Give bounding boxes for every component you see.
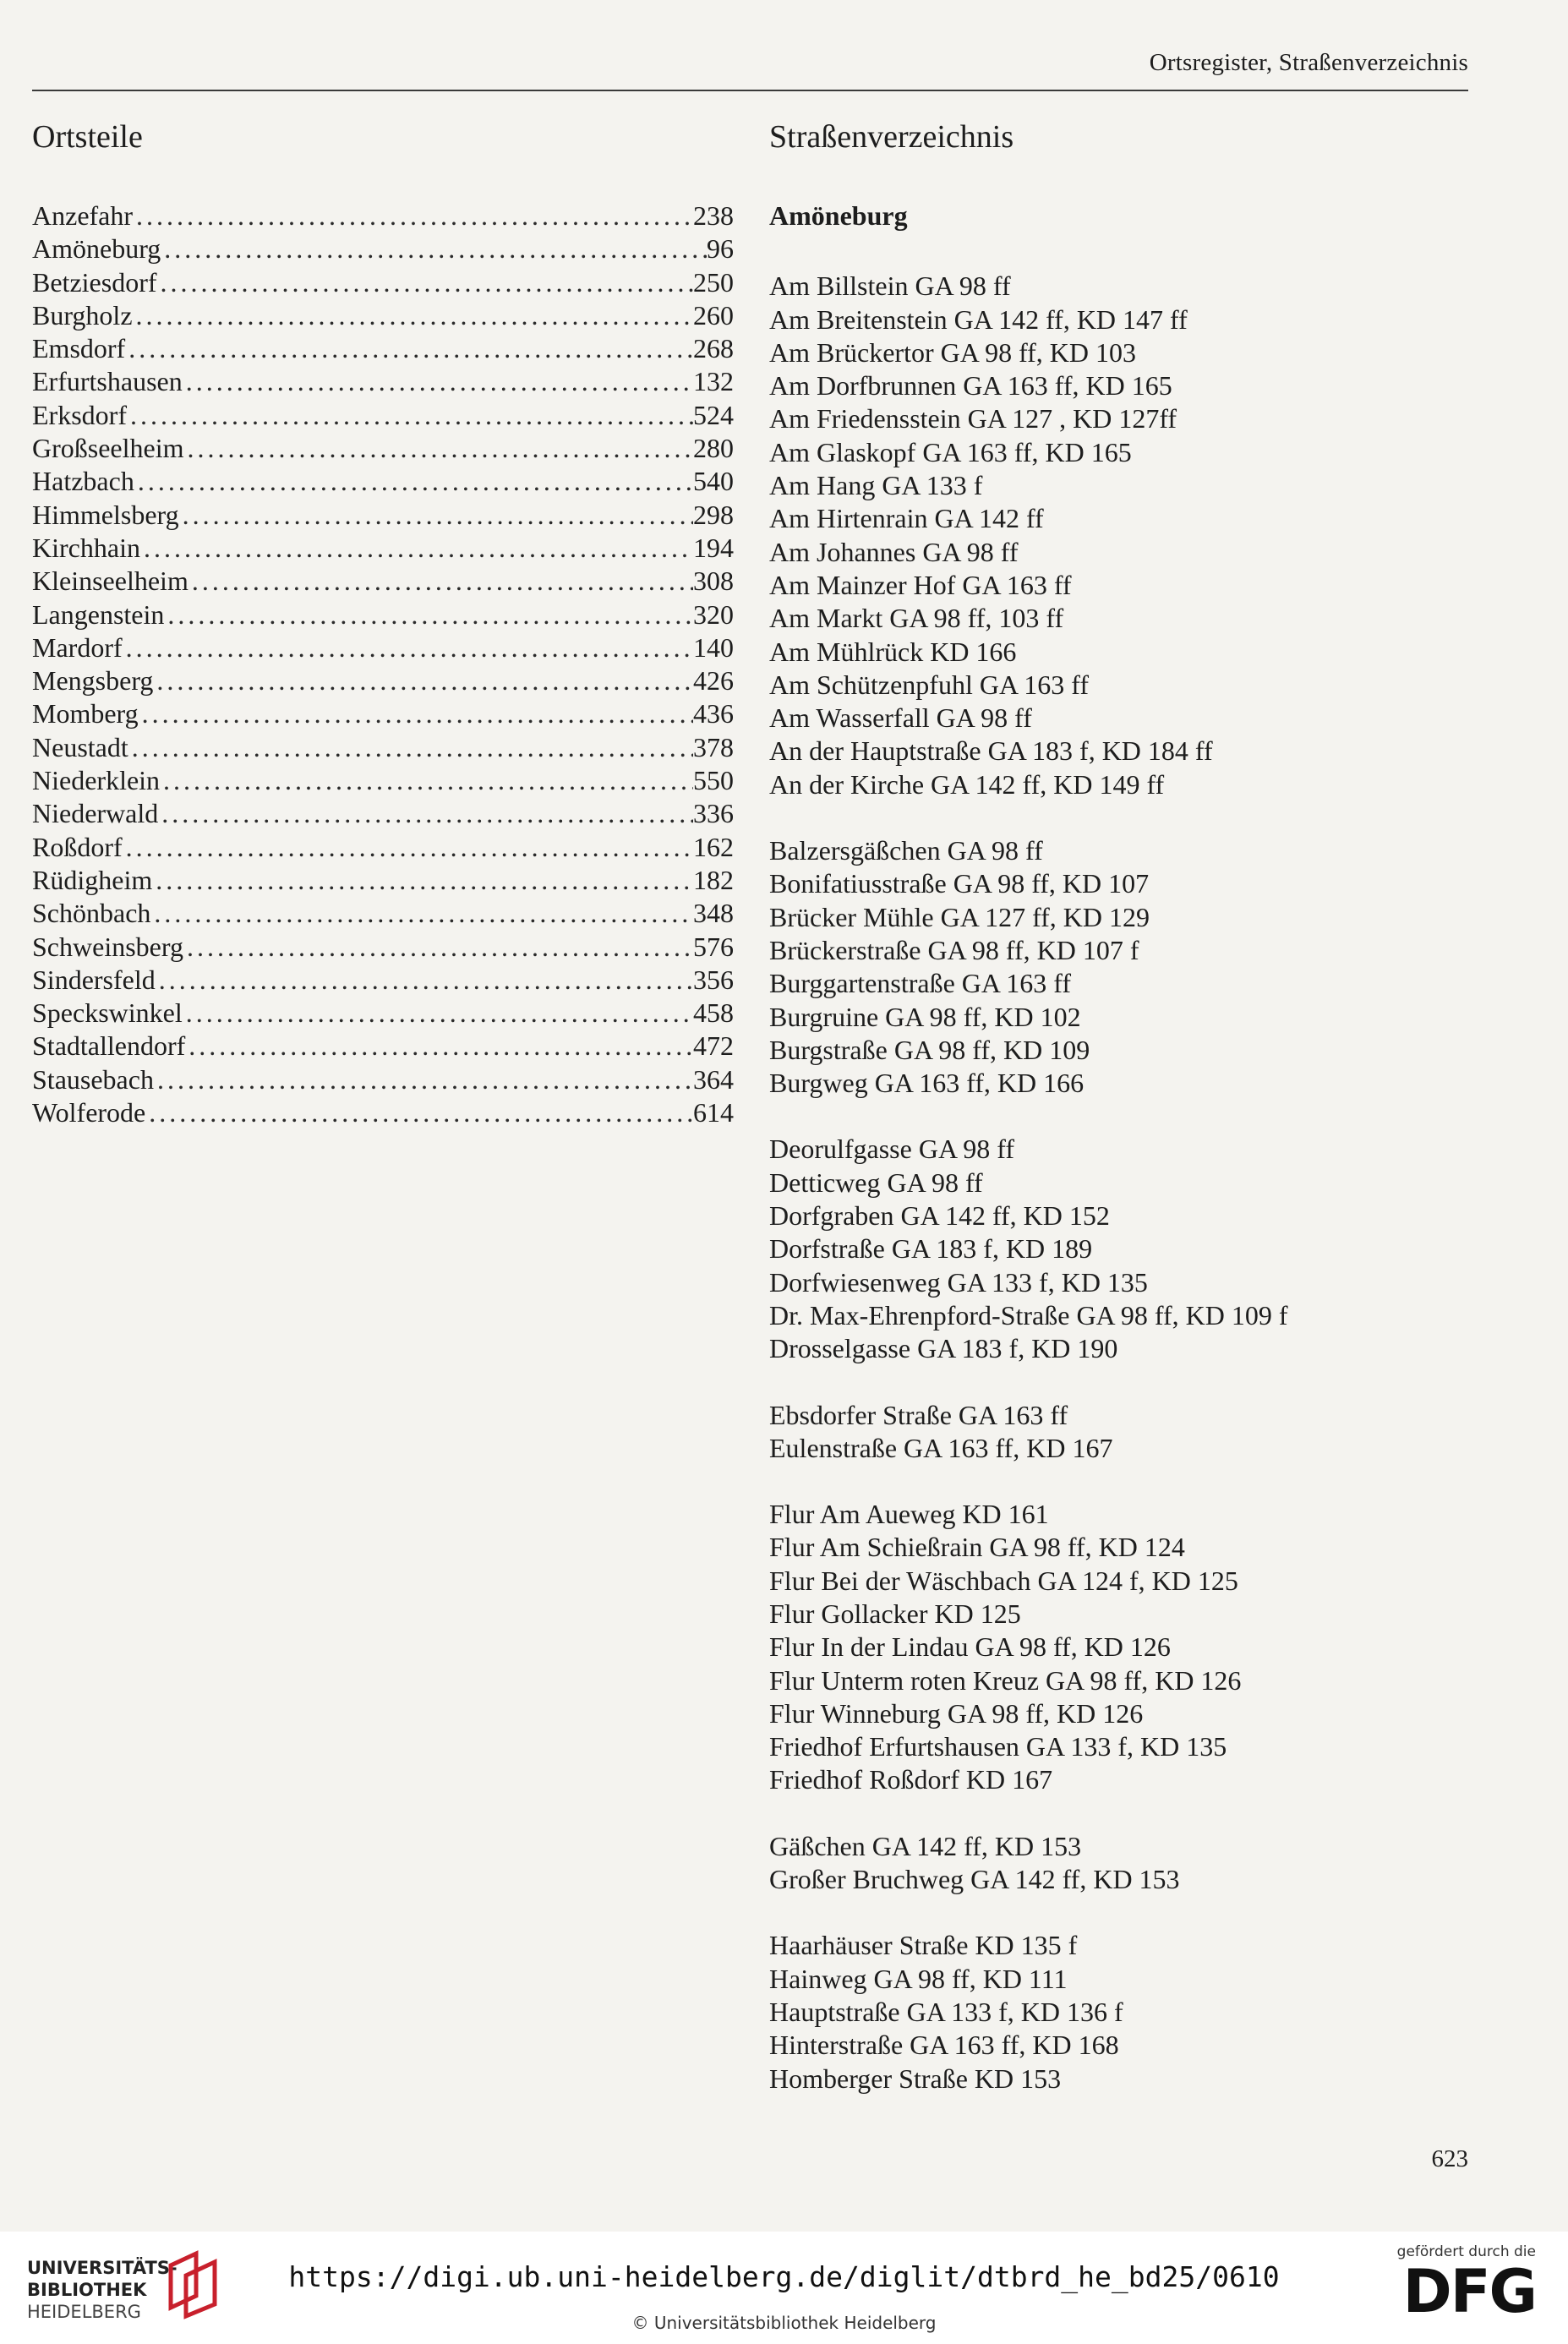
street-group [769, 1929, 1462, 2095]
street-entry: Haarhäuser Straße KD 135 f [769, 1930, 1078, 1961]
ortsteil-name: Amöneburg [32, 233, 161, 265]
ortsteil-page: 524 [693, 399, 734, 430]
dot-leader [188, 565, 693, 598]
street-entry: Dr. Max-Ehrenpford-Straße GA 98 ff, KD 109 f [769, 1299, 1288, 1330]
street-entry: Am Schützenpfuhl GA 163 ff [769, 669, 1090, 700]
street-entry: Am Glaskopf GA 163 ff, KD 165 [769, 436, 1132, 467]
ortsteil-name: Momberg [32, 698, 139, 729]
street-group [769, 834, 1462, 1100]
street-entry: Burgstraße GA 98 ff, KD 109 [769, 1034, 1090, 1065]
street-entry: Am Dorfbrunnen GA 163 ff, KD 165 [769, 370, 1172, 402]
ortsteil-name: Stausebach [32, 1063, 154, 1095]
ortsteil-page: 140 [693, 631, 734, 663]
ortsteil-name: Mengsberg [32, 665, 154, 697]
dot-leader [179, 499, 693, 532]
ortsteil-row [32, 764, 734, 797]
street-entry: Friedhof Roßdorf KD 167 [769, 1764, 1053, 1795]
street-entry: Bonifatiusstraße GA 98 ff, KD 107 [769, 868, 1150, 899]
street-entry: Flur Winneburg GA 98 ff, KD 126 [769, 1697, 1144, 1729]
ortsteil-row [32, 465, 734, 498]
running-head: Ortsregister, Straßenverzeichnis [1149, 49, 1468, 76]
street-entry: Homberger Straße KD 153 [769, 2063, 1062, 2094]
ortsteil-name: Rüdigheim [32, 864, 153, 895]
ortsteil-name: Sindersfeld [32, 964, 156, 995]
dot-leader [139, 697, 693, 730]
street-entry: Drosselgasse GA 183 f, KD 190 [769, 1333, 1118, 1364]
street-entry: Burgweg GA 163 ff, KD 166 [769, 1068, 1084, 1099]
dot-leader [185, 1030, 693, 1063]
dot-leader [164, 598, 693, 631]
ortsteil-page: 298 [693, 499, 734, 530]
ortsteil-name: Speckswinkel [32, 997, 183, 1029]
ortsteil-row [32, 864, 734, 897]
ortsteil-row [32, 731, 734, 764]
ortsteil-page: 260 [693, 299, 734, 331]
ortsteil-name: Stadtallendorf [32, 1030, 186, 1062]
street-entry: Flur Am Schießrain GA 98 ff, KD 124 [769, 1532, 1185, 1563]
street-entry: An der Kirche GA 142 ff, KD 149 ff [769, 768, 1165, 800]
ortsteil-row [32, 1096, 734, 1129]
ortsteil-page: 132 [693, 366, 734, 397]
street-entry: Burggartenstraße GA 163 ff [769, 968, 1071, 999]
street-group [769, 1399, 1462, 1466]
dot-leader [128, 731, 693, 764]
street-group [769, 1830, 1462, 1897]
street-entry: Am Billstein GA 98 ff [769, 270, 1011, 302]
library-name-line2: BIBLIOTHEK [27, 2280, 147, 2300]
ortsteil-page: 268 [693, 333, 734, 364]
ortsteil-name: Langenstein [32, 598, 165, 630]
ortsteil-name: Mardorf [32, 631, 123, 663]
street-entry: Brückerstraße GA 98 ff, KD 107 f [769, 934, 1139, 965]
dot-leader [158, 797, 693, 830]
ortsteil-row [32, 897, 734, 930]
street-entry: Hinterstraße GA 163 ff, KD 168 [769, 2030, 1119, 2061]
ortsteil-row [32, 664, 734, 697]
ortsteil-name: Betziesdorf [32, 266, 157, 298]
ortsteil-row [32, 831, 734, 864]
dot-leader [153, 664, 693, 697]
street-entry: Burgruine GA 98 ff, KD 102 [769, 1001, 1081, 1032]
street-entry: Friedhof Erfurtshausen GA 133 f, KD 135 [769, 1731, 1227, 1762]
street-entry: Dorfwiesenweg GA 133 f, KD 135 [769, 1266, 1148, 1298]
street-entry: Am Brückertor GA 98 ff, KD 103 [769, 336, 1137, 368]
library-name-line3: HEIDELBERG [27, 2302, 141, 2322]
ortsteil-page: 550 [693, 765, 734, 796]
ortsteil-name: Burgholz [32, 299, 133, 331]
ortsteile-list [32, 199, 734, 1129]
ortsteil-row [32, 598, 734, 631]
street-entry: Am Wasserfall GA 98 ff [769, 702, 1032, 734]
street-entry: Ebsdorfer Straße GA 163 ff [769, 1399, 1068, 1430]
ortsteil-page: 320 [693, 598, 734, 630]
footer-url[interactable]: https://digi.ub.uni-heidelberg.de/diglit/dtbrd_he_bd25/0610 [288, 2260, 1280, 2293]
dot-leader [183, 365, 693, 398]
ortsteil-name: Kleinseelheim [32, 566, 188, 597]
dot-leader [154, 1063, 693, 1096]
dot-leader [183, 997, 693, 1030]
street-entry: Flur In der Lindau GA 98 ff, KD 126 [769, 1631, 1171, 1663]
dot-leader [134, 465, 693, 498]
ortsteil-row [32, 365, 734, 398]
street-entry: Am Markt GA 98 ff, 103 ff [769, 603, 1064, 634]
ortsteil-row [32, 332, 734, 365]
ortsteil-page: 336 [693, 798, 734, 829]
dfg-caption: gefördert durch die [1396, 2243, 1536, 2260]
town-heading: Amöneburg [769, 200, 908, 231]
ortsteil-row [32, 1063, 734, 1096]
street-entry: Flur Gollacker KD 125 [769, 1598, 1021, 1629]
ortsteil-row [32, 1030, 734, 1063]
ortsteil-page: 194 [693, 532, 734, 563]
ortsteil-page: 250 [693, 266, 734, 298]
ortsteil-row [32, 565, 734, 598]
header-rule [32, 90, 1468, 91]
ortsteil-page: 576 [693, 931, 734, 962]
ortsteil-name: Schweinsberg [32, 931, 183, 962]
ortsteil-name: Schönbach [32, 898, 151, 929]
dfg-logo[interactable] [1367, 2243, 1536, 2336]
street-group [769, 270, 1462, 801]
ortsteil-page: 308 [693, 566, 734, 597]
ortsteil-row [32, 299, 734, 332]
dot-leader [157, 266, 694, 299]
street-entry: Am Johannes GA 98 ff [769, 536, 1019, 567]
ortsteil-page: 348 [693, 898, 734, 929]
street-entry: Flur Unterm roten Kreuz GA 98 ff, KD 126 [769, 1664, 1242, 1696]
street-entry: Dorfgraben GA 142 ff, KD 152 [769, 1200, 1110, 1232]
ortsteil-row [32, 199, 734, 232]
ortsteil-name: Großseelheim [32, 433, 184, 464]
ortsteil-row [32, 266, 734, 299]
dot-leader [150, 897, 693, 930]
ortsteil-name: Niederwald [32, 798, 159, 829]
ortsteil-page: 182 [693, 864, 734, 895]
dot-leader [140, 532, 693, 565]
strassen-title: Straßenverzeichnis [769, 119, 1014, 155]
dot-leader [152, 864, 693, 897]
ortsteil-row [32, 532, 734, 565]
street-entry: Detticweg GA 98 ff [769, 1167, 983, 1198]
street-entry: Hauptstraße GA 133 f, KD 136 f [769, 1996, 1123, 2027]
ortsteil-page: 280 [693, 433, 734, 464]
street-entry: Brücker Mühle GA 127 ff, KD 129 [769, 901, 1150, 932]
dot-leader [156, 964, 693, 997]
street-entry: Am Mainzer Hof GA 163 ff [769, 569, 1072, 600]
ortsteil-row [32, 964, 734, 997]
library-name-line1: UNIVERSITÄTS- [27, 2258, 178, 2278]
street-entry: Dorfstraße GA 183 f, KD 189 [769, 1233, 1093, 1265]
street-entry: Gäßchen GA 142 ff, KD 153 [769, 1830, 1082, 1861]
strassen-column [769, 115, 1462, 2128]
ortsteil-page: 458 [693, 997, 734, 1029]
ortsteil-page: 356 [693, 964, 734, 995]
ortsteil-row [32, 399, 734, 432]
street-entry: Am Hang GA 133 f [769, 470, 983, 501]
dot-leader [123, 631, 693, 664]
ortsteil-name: Erfurtshausen [32, 366, 183, 397]
ortsteil-name: Anzefahr [32, 200, 134, 231]
ortsteil-page: 426 [693, 665, 734, 697]
dot-leader [184, 432, 694, 465]
footer-bar [0, 2232, 1568, 2344]
street-list [769, 270, 1462, 2095]
street-entry: Am Hirtenrain GA 142 ff [769, 503, 1044, 534]
street-entry: Deorulfgasse GA 98 ff [769, 1134, 1015, 1165]
street-entry: Balzersgäßchen GA 98 ff [769, 835, 1043, 866]
page-number: 623 [1431, 2145, 1468, 2172]
ortsteile-title: Ortsteile [32, 119, 143, 155]
ortsteil-name: Himmelsberg [32, 499, 179, 530]
street-entry: Am Breitenstein GA 142 ff, KD 147 ff [769, 303, 1188, 335]
ortsteil-row [32, 232, 734, 265]
ortsteil-name: Wolferode [32, 1097, 146, 1128]
ortsteil-page: 378 [693, 731, 734, 762]
ortsteil-row [32, 432, 734, 465]
street-entry: Am Mühlrück KD 166 [769, 636, 1017, 667]
dot-leader [127, 399, 693, 432]
ortsteil-name: Niederklein [32, 765, 161, 796]
ortsteil-row [32, 797, 734, 830]
ortsteil-page: 162 [693, 831, 734, 862]
street-entry: Großer Bruchweg GA 142 ff, KD 153 [769, 1864, 1180, 1895]
street-group [769, 1133, 1462, 1365]
ortsteil-row [32, 931, 734, 964]
dfg-wordmark: DFG [1402, 2257, 1536, 2326]
street-entry: Flur Am Aueweg KD 161 [769, 1499, 1049, 1530]
footer-copyright: © Universitätsbibliothek Heidelberg [631, 2313, 937, 2333]
ortsteil-page: 614 [693, 1097, 734, 1128]
ortsteil-name: Neustadt [32, 731, 128, 762]
ortsteil-row [32, 631, 734, 664]
dot-leader [123, 831, 693, 864]
dot-leader [125, 332, 693, 365]
ortsteil-page: 238 [693, 200, 734, 231]
ortsteil-page: 436 [693, 698, 734, 729]
ortsteil-row [32, 997, 734, 1030]
street-group [769, 1498, 1462, 1797]
ortsteil-name: Roßdorf [32, 831, 123, 862]
dot-leader [160, 764, 693, 797]
ortsteil-page: 96 [707, 233, 734, 265]
dot-leader [161, 232, 707, 265]
street-entry: Eulenstraße GA 163 ff, KD 167 [769, 1432, 1113, 1463]
dot-leader [145, 1096, 693, 1129]
ortsteil-row [32, 697, 734, 730]
ortsteil-name: Emsdorf [32, 333, 126, 364]
dot-leader [183, 931, 693, 964]
ortsteil-name: Hatzbach [32, 466, 134, 497]
street-entry: Am Friedensstein GA 127 , KD 127ff [769, 403, 1177, 434]
ortsteil-name: Erksdorf [32, 399, 127, 430]
ortsteil-name: Kirchhain [32, 532, 140, 563]
ortsteil-page: 364 [693, 1063, 734, 1095]
ortsteil-page: 472 [693, 1030, 734, 1062]
street-entry: An der Hauptstraße GA 183 f, KD 184 ff [769, 735, 1213, 767]
street-entry: Hainweg GA 98 ff, KD 111 [769, 1963, 1068, 1994]
street-entry: Flur Bei der Wäschbach GA 124 f, KD 125 [769, 1565, 1238, 1596]
dot-leader [133, 199, 693, 232]
ortsteile-column [32, 115, 734, 1129]
ortsteil-row [32, 499, 734, 532]
dot-leader [133, 299, 693, 332]
ortsteil-page: 540 [693, 466, 734, 497]
